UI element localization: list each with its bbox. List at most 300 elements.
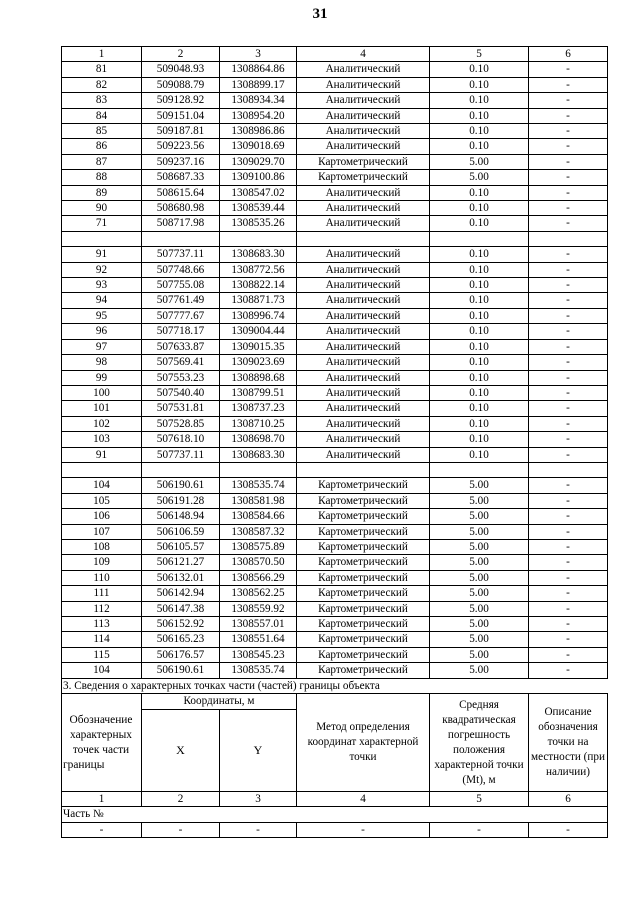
coord-y-cell: 1308899.17 (220, 77, 297, 92)
description-cell: - (529, 77, 608, 92)
accuracy-cell: 0.10 (430, 432, 529, 447)
coord-y-cell: 1308898.68 (220, 370, 297, 385)
description-cell: - (529, 555, 608, 570)
method-cell: Картометрический (297, 154, 430, 169)
point-number-cell: 113 (62, 617, 142, 632)
accuracy-cell: 0.10 (430, 93, 529, 108)
coord-y-cell: 1308535.26 (220, 216, 297, 231)
coord-x-cell: - (142, 822, 220, 837)
description-cell: - (529, 93, 608, 108)
point-number-cell: 96 (62, 324, 142, 339)
method-cell: Аналитический (297, 355, 430, 370)
table-row (62, 447, 608, 462)
table-row (62, 278, 608, 293)
accuracy-cell: 5.00 (430, 524, 529, 539)
coord-x-cell: 508717.98 (142, 216, 220, 231)
accuracy-cell: 0.10 (430, 339, 529, 354)
table-row (62, 139, 608, 154)
description-cell: - (529, 509, 608, 524)
description-cell: - (529, 108, 608, 123)
accuracy-cell: 5.00 (430, 586, 529, 601)
point-number-cell: 101 (62, 401, 142, 416)
point-number-cell: 109 (62, 555, 142, 570)
accuracy-cell: 0.10 (430, 355, 529, 370)
part-label-row (62, 807, 608, 822)
accuracy-cell: 0.10 (430, 216, 529, 231)
method-cell: Картометрический (297, 478, 430, 493)
table-row (62, 339, 608, 354)
boundary-points-table (61, 46, 608, 838)
point-number-cell: 111 (62, 586, 142, 601)
description-cell: - (529, 447, 608, 462)
point-number-cell: 89 (62, 185, 142, 200)
method-cell: Аналитический (297, 339, 430, 354)
accuracy-cell: 5.00 (430, 154, 529, 169)
coord-y-cell: 1308822.14 (220, 278, 297, 293)
table-row (62, 93, 608, 108)
table-row (62, 509, 608, 524)
point-number-cell: 104 (62, 478, 142, 493)
accuracy-cell: 5.00 (430, 539, 529, 554)
table-row (62, 355, 608, 370)
description-cell: - (529, 401, 608, 416)
method-cell: Картометрический (297, 586, 430, 601)
point-number-cell: 97 (62, 339, 142, 354)
description-cell: - (529, 478, 608, 493)
page-number: 31 (312, 6, 328, 22)
coord-y-cell: 1308996.74 (220, 308, 297, 323)
description-cell: - (529, 524, 608, 539)
description-cell: - (529, 185, 608, 200)
method-cell: Картометрический (297, 493, 430, 508)
point-number-cell: 87 (62, 154, 142, 169)
point-number-cell: 91 (62, 247, 142, 262)
coord-y-cell: 1308934.34 (220, 93, 297, 108)
accuracy-cell: 0.10 (430, 370, 529, 385)
coord-x-cell: 506148.94 (142, 509, 220, 524)
table-row (62, 124, 608, 139)
method-cell: Картометрический (297, 617, 430, 632)
coord-x-cell: 506121.27 (142, 555, 220, 570)
coord-x-cell: 506176.57 (142, 647, 220, 662)
coord-y-cell: 1308581.98 (220, 493, 297, 508)
coord-y-cell: 1308535.74 (220, 478, 297, 493)
column-number-cell: 4 (297, 792, 430, 807)
point-number-cell: - (62, 822, 142, 837)
point-number-cell: 108 (62, 539, 142, 554)
header-description: Описание обозначения точки на местности (при наличии) (529, 694, 608, 792)
header-coordinates: Координаты, м (142, 694, 297, 710)
point-number-cell: 85 (62, 124, 142, 139)
column-number-cell: 1 (62, 792, 142, 807)
coord-x-cell: 508687.33 (142, 170, 220, 185)
empty-row (62, 822, 608, 837)
point-number-cell: 107 (62, 524, 142, 539)
method-cell: Аналитический (297, 201, 430, 216)
points-group-1 (62, 62, 608, 231)
column-numbers-row (62, 47, 608, 62)
method-cell: Картометрический (297, 663, 430, 678)
coord-x-cell: 506147.38 (142, 601, 220, 616)
coord-x-cell: 509048.93 (142, 62, 220, 77)
description-cell: - (529, 586, 608, 601)
coord-x-cell: 508680.98 (142, 201, 220, 216)
coord-x-cell: 507737.11 (142, 247, 220, 262)
point-number-cell: 112 (62, 601, 142, 616)
coord-y-cell: 1308584.66 (220, 509, 297, 524)
point-number-cell: 81 (62, 62, 142, 77)
table-row (62, 247, 608, 262)
accuracy-cell: - (430, 822, 529, 837)
table-row (62, 570, 608, 585)
accuracy-cell: 0.10 (430, 62, 529, 77)
coord-x-cell: 509223.56 (142, 139, 220, 154)
table-row (62, 416, 608, 431)
description-cell: - (529, 62, 608, 77)
method-cell: Аналитический (297, 93, 430, 108)
point-number-cell: 91 (62, 447, 142, 462)
accuracy-cell: 0.10 (430, 201, 529, 216)
description-cell: - (529, 293, 608, 308)
accuracy-cell: 0.10 (430, 185, 529, 200)
coord-y-cell: 1308562.25 (220, 586, 297, 601)
coord-y-cell: 1308547.02 (220, 185, 297, 200)
point-number-cell: 99 (62, 370, 142, 385)
coord-x-cell: 507755.08 (142, 278, 220, 293)
header-point-designation: Обозначение характерных точек части границы (62, 694, 142, 792)
accuracy-cell: 5.00 (430, 555, 529, 570)
part-label: Часть № (62, 807, 608, 822)
description-cell: - (529, 247, 608, 262)
section-3 (62, 678, 608, 791)
coord-y-cell: 1308772.56 (220, 262, 297, 277)
description-cell: - (529, 339, 608, 354)
table-row (62, 663, 608, 678)
separator-row (62, 231, 608, 246)
table-row (62, 262, 608, 277)
method-cell: Аналитический (297, 247, 430, 262)
coord-x-cell: 509151.04 (142, 108, 220, 123)
description-cell: - (529, 617, 608, 632)
accuracy-cell: 0.10 (430, 262, 529, 277)
coord-y-cell: 1309018.69 (220, 139, 297, 154)
table-row (62, 185, 608, 200)
column-number-cell: 2 (142, 792, 220, 807)
method-cell: Аналитический (297, 124, 430, 139)
coord-y-cell: 1309100.86 (220, 170, 297, 185)
table-row (62, 293, 608, 308)
header-x: X (142, 710, 220, 792)
coord-y-cell: 1308683.30 (220, 447, 297, 462)
coord-x-cell: 506152.92 (142, 617, 220, 632)
coord-x-cell: 506132.01 (142, 570, 220, 585)
coord-y-cell: 1309015.35 (220, 339, 297, 354)
accuracy-cell: 5.00 (430, 478, 529, 493)
coord-x-cell: 507761.49 (142, 293, 220, 308)
method-cell: Картометрический (297, 555, 430, 570)
table-row (62, 586, 608, 601)
method-cell: Аналитический (297, 62, 430, 77)
point-number-cell: 93 (62, 278, 142, 293)
point-number-cell: 103 (62, 432, 142, 447)
coord-y-cell: 1308683.30 (220, 247, 297, 262)
method-cell: Аналитический (297, 262, 430, 277)
method-cell: Картометрический (297, 539, 430, 554)
coord-y-cell: 1308570.50 (220, 555, 297, 570)
coord-y-cell: 1308954.20 (220, 108, 297, 123)
table-row (62, 632, 608, 647)
point-number-cell: 114 (62, 632, 142, 647)
coord-x-cell: 507531.81 (142, 401, 220, 416)
accuracy-cell: 0.10 (430, 124, 529, 139)
description-cell: - (529, 416, 608, 431)
coord-x-cell: 506190.61 (142, 663, 220, 678)
separator-row (62, 462, 608, 477)
accuracy-cell: 5.00 (430, 570, 529, 585)
points-group-3 (62, 478, 608, 678)
description-cell: - (529, 201, 608, 216)
coord-y-cell: 1309029.70 (220, 154, 297, 169)
column-number-cell: 5 (430, 792, 529, 807)
accuracy-cell: 0.10 (430, 324, 529, 339)
point-number-cell: 95 (62, 308, 142, 323)
method-cell: Аналитический (297, 185, 430, 200)
method-cell: Аналитический (297, 293, 430, 308)
coord-y-cell: 1308737.23 (220, 401, 297, 416)
coord-x-cell: 506165.23 (142, 632, 220, 647)
coord-x-cell: 509187.81 (142, 124, 220, 139)
table-row (62, 539, 608, 554)
point-number-cell: 110 (62, 570, 142, 585)
table-row (62, 617, 608, 632)
coord-y-cell: 1308864.86 (220, 62, 297, 77)
method-cell: Картометрический (297, 632, 430, 647)
header-y: Y (220, 710, 297, 792)
method-cell: Аналитический (297, 139, 430, 154)
accuracy-cell: 0.10 (430, 247, 529, 262)
point-number-cell: 90 (62, 201, 142, 216)
table-row (62, 170, 608, 185)
accuracy-cell: 5.00 (430, 170, 529, 185)
point-number-cell: 115 (62, 647, 142, 662)
description-cell: - (529, 370, 608, 385)
table-row (62, 77, 608, 92)
method-cell: Аналитический (297, 370, 430, 385)
coord-x-cell: 509237.16 (142, 154, 220, 169)
method-cell: Аналитический (297, 216, 430, 231)
column-number-cell: 2 (142, 47, 220, 62)
coord-x-cell: 507737.11 (142, 447, 220, 462)
method-cell: Картометрический (297, 170, 430, 185)
coord-y-cell: 1308986.86 (220, 124, 297, 139)
table-row (62, 324, 608, 339)
column-number-cell: 6 (529, 47, 608, 62)
method-cell: Аналитический (297, 416, 430, 431)
point-number-cell: 106 (62, 509, 142, 524)
method-cell: Картометрический (297, 570, 430, 585)
accuracy-cell: 0.10 (430, 401, 529, 416)
table-row (62, 401, 608, 416)
method-cell: Аналитический (297, 385, 430, 400)
coord-y-cell: 1308539.44 (220, 201, 297, 216)
point-number-cell: 86 (62, 139, 142, 154)
point-number-cell: 104 (62, 663, 142, 678)
table-row (62, 555, 608, 570)
method-cell: Картометрический (297, 509, 430, 524)
accuracy-cell: 5.00 (430, 617, 529, 632)
coord-y-cell: 1308551.64 (220, 632, 297, 647)
description-cell: - (529, 324, 608, 339)
coord-x-cell: 506142.94 (142, 586, 220, 601)
column-number-cell: 4 (297, 47, 430, 62)
description-cell: - (529, 170, 608, 185)
accuracy-cell: 0.10 (430, 416, 529, 431)
table-row (62, 370, 608, 385)
table-row (62, 216, 608, 231)
method-cell: Аналитический (297, 308, 430, 323)
coord-x-cell: 507618.10 (142, 432, 220, 447)
accuracy-cell: 0.10 (430, 278, 529, 293)
coord-x-cell: 508615.64 (142, 185, 220, 200)
method-cell: Картометрический (297, 647, 430, 662)
coord-x-cell: 509128.92 (142, 93, 220, 108)
coord-x-cell: 506106.59 (142, 524, 220, 539)
coord-x-cell: 506191.28 (142, 493, 220, 508)
method-cell: Аналитический (297, 447, 430, 462)
coord-y-cell: 1308587.32 (220, 524, 297, 539)
description-cell: - (529, 663, 608, 678)
description-cell: - (529, 355, 608, 370)
description-cell: - (529, 124, 608, 139)
table-row (62, 493, 608, 508)
point-number-cell: 71 (62, 216, 142, 231)
coord-y-cell: 1308566.29 (220, 570, 297, 585)
coord-x-cell: 507553.23 (142, 370, 220, 385)
accuracy-cell: 0.10 (430, 108, 529, 123)
point-number-cell: 100 (62, 385, 142, 400)
coord-x-cell: 506105.57 (142, 539, 220, 554)
description-cell: - (529, 154, 608, 169)
coord-y-cell: 1308557.01 (220, 617, 297, 632)
accuracy-cell: 0.10 (430, 308, 529, 323)
description-cell: - (529, 632, 608, 647)
method-cell: Аналитический (297, 324, 430, 339)
accuracy-cell: 5.00 (430, 663, 529, 678)
point-number-cell: 92 (62, 262, 142, 277)
coord-x-cell: 507528.85 (142, 416, 220, 431)
coord-x-cell: 507777.67 (142, 308, 220, 323)
description-cell: - (529, 601, 608, 616)
column-number-cell: 3 (220, 792, 297, 807)
point-number-cell: 82 (62, 77, 142, 92)
accuracy-cell: 5.00 (430, 647, 529, 662)
method-cell: Аналитический (297, 77, 430, 92)
point-number-cell: 98 (62, 355, 142, 370)
table-row (62, 154, 608, 169)
coord-x-cell: 507748.66 (142, 262, 220, 277)
coord-x-cell: 509088.79 (142, 77, 220, 92)
header-method: Метод определения координат характерной точки (297, 694, 430, 792)
coord-y-cell: 1308559.92 (220, 601, 297, 616)
point-number-cell: 84 (62, 108, 142, 123)
coord-x-cell: 507540.40 (142, 385, 220, 400)
accuracy-cell: 5.00 (430, 632, 529, 647)
description-cell: - (529, 432, 608, 447)
table-row (62, 201, 608, 216)
method-cell: Картометрический (297, 524, 430, 539)
accuracy-cell: 0.10 (430, 293, 529, 308)
description-cell: - (529, 647, 608, 662)
method-cell: Аналитический (297, 401, 430, 416)
coord-y-cell: 1308710.25 (220, 416, 297, 431)
description-cell: - (529, 493, 608, 508)
column-number-cell: 6 (529, 792, 608, 807)
table-row (62, 308, 608, 323)
table-row (62, 432, 608, 447)
section-3-column-numbers-row (62, 792, 608, 807)
point-number-cell: 88 (62, 170, 142, 185)
method-cell: Аналитический (297, 278, 430, 293)
coord-y-cell: 1308535.74 (220, 663, 297, 678)
column-number-cell: 5 (430, 47, 529, 62)
table-row (62, 385, 608, 400)
accuracy-cell: 5.00 (430, 509, 529, 524)
coord-y-cell: - (220, 822, 297, 837)
coord-y-cell: 1308575.89 (220, 539, 297, 554)
description-cell: - (529, 308, 608, 323)
method-cell: - (297, 822, 430, 837)
point-number-cell: 83 (62, 93, 142, 108)
table-row (62, 647, 608, 662)
coord-y-cell: 1308545.23 (220, 647, 297, 662)
point-number-cell: 94 (62, 293, 142, 308)
description-cell: - (529, 822, 608, 837)
coord-y-cell: 1309004.44 (220, 324, 297, 339)
accuracy-cell: 5.00 (430, 493, 529, 508)
accuracy-cell: 5.00 (430, 601, 529, 616)
accuracy-cell: 0.10 (430, 77, 529, 92)
table-row (62, 62, 608, 77)
coord-x-cell: 507633.87 (142, 339, 220, 354)
header-accuracy: Средняя квадратическая погрешность положения характерной точки (Mt), м (430, 694, 529, 792)
method-cell: Картометрический (297, 601, 430, 616)
coord-y-cell: 1308698.70 (220, 432, 297, 447)
column-number-cell: 3 (220, 47, 297, 62)
table-row (62, 601, 608, 616)
table-row (62, 478, 608, 493)
point-number-cell: 102 (62, 416, 142, 431)
points-group-2 (62, 247, 608, 463)
table-row (62, 524, 608, 539)
description-cell: - (529, 539, 608, 554)
coord-x-cell: 507569.41 (142, 355, 220, 370)
coord-y-cell: 1308799.51 (220, 385, 297, 400)
description-cell: - (529, 139, 608, 154)
description-cell: - (529, 570, 608, 585)
section-3-title: 3. Сведения о характерных точках части (частей) границы объекта (62, 678, 608, 693)
description-cell: - (529, 278, 608, 293)
point-number-cell: 105 (62, 493, 142, 508)
column-number-cell: 1 (62, 47, 142, 62)
method-cell: Аналитический (297, 108, 430, 123)
description-cell: - (529, 216, 608, 231)
description-cell: - (529, 262, 608, 277)
method-cell: Аналитический (297, 432, 430, 447)
accuracy-cell: 0.10 (430, 447, 529, 462)
section-3-body (62, 792, 608, 838)
accuracy-cell: 0.10 (430, 139, 529, 154)
description-cell: - (529, 385, 608, 400)
